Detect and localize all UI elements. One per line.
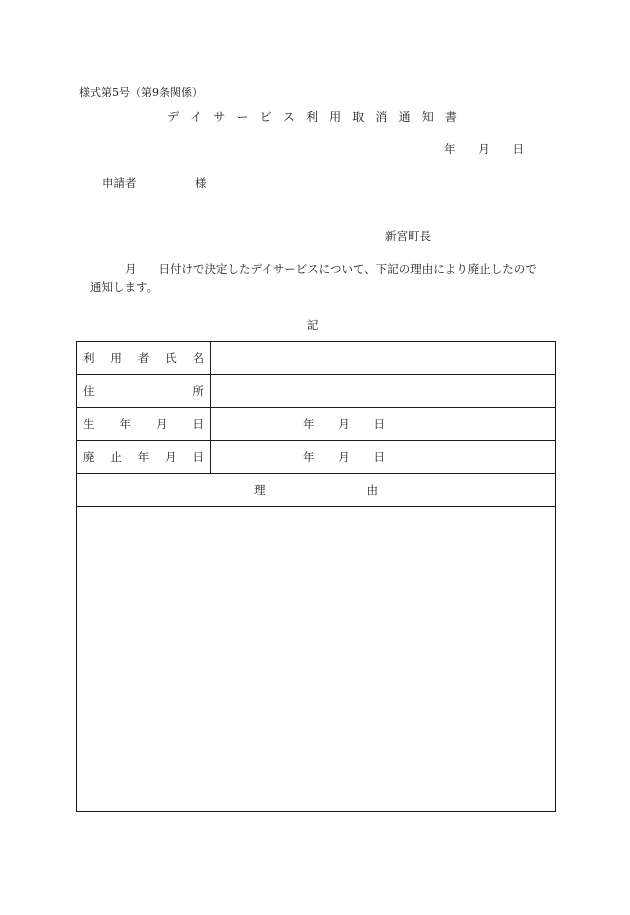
title-char: 知 xyxy=(421,110,434,124)
label-char: 日 xyxy=(192,417,204,431)
title-char: ー xyxy=(236,110,249,124)
label-char: 廃 xyxy=(83,450,95,464)
label-char: 所 xyxy=(192,384,204,398)
label-char: 氏 xyxy=(165,351,177,365)
label-char: 月 xyxy=(165,450,177,464)
birth-month-label: 月 xyxy=(338,417,350,431)
title-char: ビ xyxy=(259,110,272,124)
reason-field[interactable] xyxy=(77,507,556,812)
birth-date-row xyxy=(77,408,556,441)
title-char: 書 xyxy=(444,110,457,124)
label-char: 月 xyxy=(156,417,168,431)
issue-date-month-label: 月 xyxy=(478,142,490,156)
form-number: 様式第5号（第9条関係） xyxy=(79,86,203,99)
title-char: 用 xyxy=(329,110,342,124)
abolition-date-field[interactable] xyxy=(211,441,556,474)
label-char: 日 xyxy=(192,450,204,464)
label-char: 止 xyxy=(110,450,122,464)
user-name-field[interactable] xyxy=(211,342,556,375)
title-char: 取 xyxy=(352,110,365,124)
reason-body-row xyxy=(77,507,556,812)
label-char: 年 xyxy=(137,450,150,464)
issue-date-line xyxy=(444,142,524,156)
ki-heading: 記 xyxy=(307,318,319,332)
label-char: 者 xyxy=(137,351,150,365)
reason-header-row xyxy=(77,474,556,507)
title-char: サ xyxy=(213,110,226,124)
label-char: 住 xyxy=(83,384,95,398)
title-char: 消 xyxy=(375,110,388,124)
birth-day-label: 日 xyxy=(373,417,385,431)
title-char: 利 xyxy=(305,110,318,124)
body-text-rest: 日付けで決定したデイサービスについて、下記の理由により廃止したので xyxy=(158,262,537,276)
issue-date-year-label: 年 xyxy=(444,142,456,156)
address-row xyxy=(77,375,556,408)
abolition-date-row xyxy=(77,441,556,474)
abolition-day-label: 日 xyxy=(373,450,385,464)
applicant-label: 申請者 xyxy=(102,176,137,190)
body-text-line-1 xyxy=(125,262,537,276)
document-title xyxy=(167,110,457,124)
reason-header xyxy=(77,474,556,507)
abolition-date-label xyxy=(77,441,211,474)
label-char: 用 xyxy=(110,351,122,365)
birth-year-label: 年 xyxy=(303,417,315,431)
issue-date-day-label: 日 xyxy=(512,142,524,156)
title-char: デ xyxy=(167,110,180,124)
label-char: 理 xyxy=(254,483,266,497)
birth-date-label xyxy=(77,408,211,441)
body-text-line-2: 通知します。 xyxy=(90,280,159,294)
title-char: イ xyxy=(190,110,203,124)
address-field[interactable] xyxy=(211,375,556,408)
title-char: 通 xyxy=(398,110,411,124)
address-label xyxy=(77,375,211,408)
label-char: 由 xyxy=(366,483,378,497)
label-char: 利 xyxy=(83,351,95,365)
abolition-month-label: 月 xyxy=(338,450,350,464)
issuer-name: 新宮町長 xyxy=(385,229,431,243)
title-char: ス xyxy=(282,110,295,124)
abolition-year-label: 年 xyxy=(303,450,315,464)
birth-date-field[interactable] xyxy=(211,408,556,441)
user-name-row xyxy=(77,342,556,375)
label-char: 生 xyxy=(83,417,95,431)
label-char: 年 xyxy=(119,417,131,431)
body-month-label: 月 xyxy=(125,262,137,276)
detail-table xyxy=(76,341,556,812)
user-name-label xyxy=(77,342,211,375)
label-char: 名 xyxy=(192,351,204,365)
applicant-honorific: 様 xyxy=(195,176,207,190)
